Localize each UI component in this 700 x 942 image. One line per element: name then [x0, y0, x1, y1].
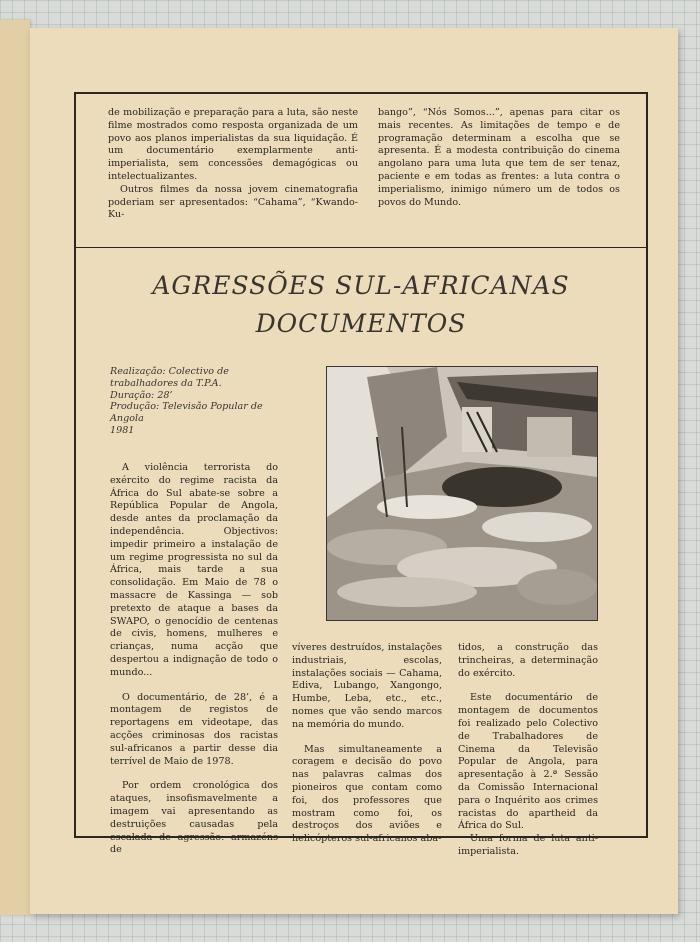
- credit-production: Produção: Televisão Popular de Angola: [110, 401, 263, 425]
- section-divider: [76, 247, 646, 248]
- film-credits: [110, 366, 278, 437]
- column-1-paragraph-3: Por ordem cronológica dos ataques, insofismavelmente a imagem vai apresentando as destruições causadas pela escalada de agressão: armazéns de: [110, 780, 278, 856]
- top-right-column: [378, 107, 620, 209]
- adjacent-page-edge: [0, 20, 30, 915]
- article-column-2: [292, 642, 442, 846]
- column-2-paragraph-1: víveres destruídos, instalações industriais, escolas, instalações sociais — Cahama, Ediva, Lubango, Xangongo, Humbe, Leba, etc., etc., nomes que vão sendo marcos na memória do mundo.: [292, 642, 442, 730]
- content-frame: [74, 92, 648, 857]
- credit-director: Realização: Colectivo de trabalhadores da T.P.A.: [110, 366, 229, 389]
- column-3-paragraph-1: tidos, a construção das trincheiras, a determinação do exército.: [458, 642, 598, 679]
- destroyed-building-image: [327, 367, 597, 620]
- article-title-line-1: AGRESSÕES SUL-AFRICANAS: [152, 271, 570, 300]
- top-left-paragraph-1: de mobilização e preparação para a luta, são neste filme mostrados como resposta organizada de um povo aos planos imperialistas da sua liquidação. É um documentário exemplarmente anti-imperialista, sem concessões demagógicas ou intelectualizantes.: [108, 107, 358, 182]
- column-3-paragraph-3: Uma forma de luta anti-imperialista.: [458, 833, 598, 857]
- top-left-paragraph-2: Outros filmes da nossa jovem cinematografia poderiam ser apresentados: “Cahama”, “Kwando-Ku-: [108, 183, 358, 221]
- top-left-column: [108, 107, 358, 222]
- credit-duration: Duração: 28’: [110, 389, 173, 401]
- document-page: [30, 28, 678, 914]
- article-column-3: [458, 642, 598, 859]
- column-3-paragraph-2: Este documentário de montagem de documentos foi realizado pelo Colectivo de Trabalhadores de Cinema da Televisão Popular de Angola, para apresentação à 2.ª Sessão da Comissão Internacional para o Inquérito aos crimes racistas do apartheid da África do Sul.: [458, 692, 598, 832]
- credit-year: 1981: [110, 424, 135, 436]
- article-title-line-2: DOCUMENTOS: [255, 309, 467, 338]
- column-1-paragraph-1: A violência terrorista do exército do regime racista da África do Sul abate-se sobre a República Popular de Angola, desde antes da proclamação da independência. Objectivos: impedir primeiro a instalação de um regime progressista no sul da África, mais tarde a sua consolidação. Em Maio de 78 o massacre de Kassinga — sob pretexto de ataque a bases da SWAPO, o genocídio de centenas de civis, homens, mulheres e crianças, numa acção que despertou a indignação de todo o mundo...: [110, 462, 278, 678]
- article-column-1: [110, 462, 278, 857]
- top-right-paragraph-1: bango”, “Nós Somos...”, apenas para citar os mais recentes. As limitações de tempo e de programação determinam a escolha que se apresenta. É a modesta contribuição do cinema angolano para uma luta que tem de ser tenaz, paciente e em todas as frentes: a luta contra o imperialismo, inimigo número um de todos os povos do Mundo.: [378, 107, 620, 208]
- column-1-paragraph-2: O documentário, de 28’, é a montagem de registos de reportagens em videotape, das acções criminosas dos racistas sul-africanos a partir desse dia terrível de Maio de 1978.: [110, 691, 278, 767]
- rubble-photograph: [326, 366, 598, 621]
- column-2-paragraph-2: Mas simultaneamente a coragem e decisão do povo nas palavras calmas dos pioneiros que contam como foi, dos professores que mostram como foi, os destroços dos aviões e helicópteros sul-africanos aba-: [292, 743, 442, 845]
